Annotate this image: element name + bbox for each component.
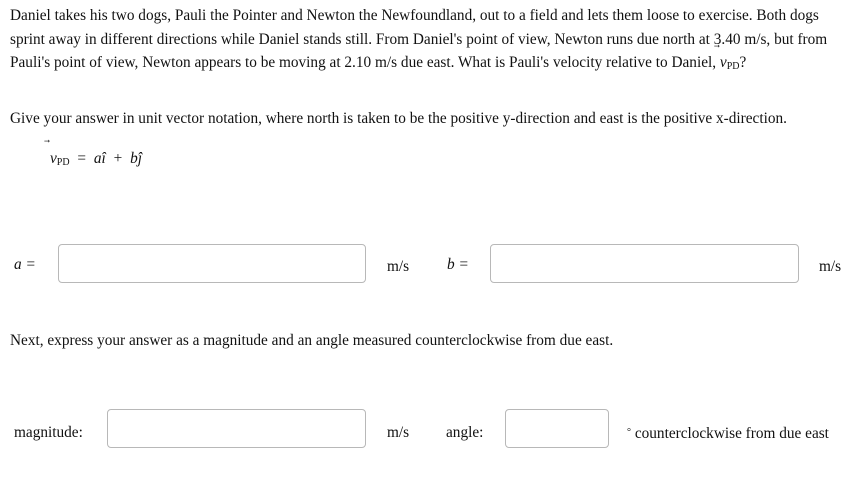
unit-vector-formula bbox=[50, 150, 142, 168]
b-label: b = bbox=[447, 256, 469, 273]
formula-lhs: $v_{PD}$ bbox=[50, 150, 70, 168]
problem-text: Daniel takes his two dogs, Pauli the Pointer and Newton the Newfoundland, out to a field and lets them loose to exercise. Both dogs sprint away in different directions while Daniel stands still. From Daniel's point of view, Newton runs due north at 3.40 m/s, but from Pauli's point of view, Newton appears to be moving at 2.10 m/s due east. What is Pauli's velocity relative to Daniel, bbox=[10, 7, 828, 71]
b-input[interactable] bbox=[490, 244, 799, 283]
problem-question-mark: ? bbox=[739, 54, 747, 71]
magnitude-unit: m/s bbox=[387, 424, 410, 441]
formula-term-b: bĵ bbox=[130, 150, 142, 167]
formula-plus: + bbox=[113, 150, 123, 167]
magnitude-input[interactable] bbox=[107, 409, 366, 448]
angle-unit-text: counterclockwise from due east bbox=[634, 425, 829, 442]
velocity-subscript: PD bbox=[726, 61, 740, 72]
magnitude-label: magnitude: bbox=[14, 424, 83, 441]
instruction-text: Give your answer in unit vector notation, where north is taken to be the positive y-direction and east is the positive x-direction. bbox=[10, 110, 787, 127]
a-unit: m/s bbox=[387, 258, 410, 275]
a-label: a = bbox=[14, 256, 36, 273]
a-input[interactable] bbox=[58, 244, 366, 283]
formula-term-a: aî bbox=[93, 150, 106, 167]
velocity-symbol: $v_{PD}$ bbox=[719, 54, 740, 72]
b-unit: m/s bbox=[819, 258, 842, 275]
angle-unit bbox=[627, 423, 829, 444]
problem-statement bbox=[10, 4, 840, 79]
angle-input[interactable] bbox=[505, 409, 609, 448]
next-instruction: Next, express your answer as a magnitude and an angle measured counterclockwise from due east. bbox=[10, 332, 614, 349]
degree-symbol: ° bbox=[627, 427, 631, 438]
angle-label: angle: bbox=[446, 424, 484, 441]
formula-equals: = bbox=[77, 150, 87, 167]
